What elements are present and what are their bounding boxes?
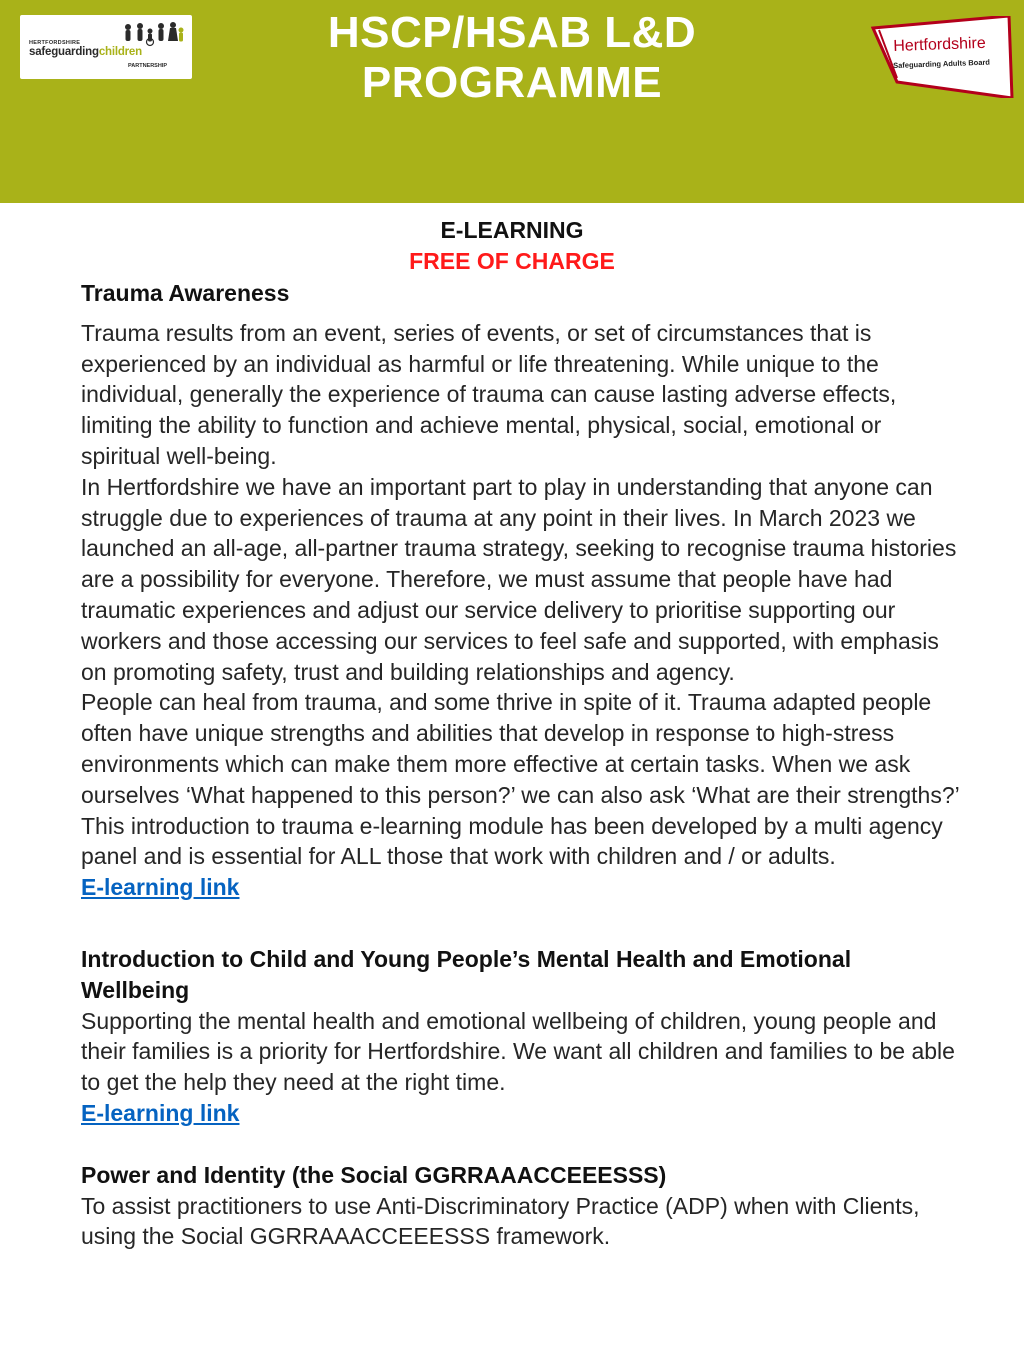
spacer — [81, 1129, 961, 1160]
trauma-elearning-link[interactable]: E-learning link — [81, 874, 240, 901]
logo-name-part2: children — [98, 46, 142, 58]
page-title-line2: PROGRAMME — [361, 58, 663, 107]
mental-health-elearning-link[interactable]: E-learning link — [81, 1099, 240, 1126]
spacer — [81, 934, 961, 944]
free-of-charge-label: FREE OF CHARGE — [409, 248, 615, 274]
trauma-paragraph-1: Trauma results from an event, series of events, or set of circumstances that is experienced by an individual as harmful or life threatening. While unique to the individual, generally the experience of trauma can cause lasting adverse effects, limiting the ability to function and achieve mental, physical, social, emotional or spiritual well-being. — [81, 319, 897, 469]
adults-board-subtitle: Safeguarding Adults Board — [893, 57, 991, 70]
course-power-identity — [81, 1160, 961, 1252]
safeguarding-children-partnership-logo — [20, 15, 192, 79]
header-band — [0, 0, 1024, 203]
mental-health-description: Supporting the mental health and emotional wellbeing of children, young people and their families is a priority for Hertfordshire. We want all children and families to be able to get the help they need at the right time. — [81, 1007, 955, 1096]
logo-name-part1: safeguarding — [29, 46, 99, 58]
trauma-paragraph-3: People can heal from trauma, and some thrive in spite of it. Trauma adapted people often have unique strengths and abilities that develop in response to high-stress environments which can make them more effective at certain tasks. When we ask ourselves ‘What happened to this person?’ we can also ask ‘What are their strengths?’ This introduction to trauma e-learning module has been developed by a multi agency panel and is essential for ALL those that work with children and / or adults. — [81, 689, 959, 870]
course-mental-health — [81, 944, 961, 1129]
course-title-power-identity: Power and Identity (the Social GGRRAAACCEEESSS) — [81, 1161, 667, 1188]
logo-subtitle-text: PARTNERSHIP — [128, 63, 168, 69]
elearning-label: E-LEARNING — [440, 217, 584, 243]
trauma-paragraph-2: In Hertfordshire we have an important part to play in understanding that anyone can struggle due to experiences of trauma at any point in their lives. In March 2023 we launched an all-age, all-partner trauma strategy, seeking to recognise trauma histories are a possibility for everyone. Therefore, we must assume that people have had traumatic experiences and adjust our service delivery to prioritise supporting our workers and those accessing our services to feel safe and supported, with emphasis on promoting safety, trust and building relationships and agency. — [81, 473, 957, 685]
course-list — [81, 278, 961, 1252]
spacer — [81, 903, 961, 934]
logo-name-text — [29, 46, 142, 58]
adults-board-badge-shape — [869, 16, 1015, 98]
course-trauma-awareness — [81, 278, 961, 903]
course-title-mental-health: Introduction to Child and Young People’s Mental Health and Emotional Wellbeing — [81, 945, 852, 1003]
page-title-line1: HSCP/HSAB L&D — [327, 8, 697, 57]
course-title-trauma: Trauma Awareness — [81, 280, 290, 306]
people-figures-icon — [123, 21, 185, 47]
adults-board-name: Hertfordshire — [893, 34, 987, 55]
power-identity-description: To assist practitioners to use Anti-Discriminatory Practice (ADP) when with Clients, using the Social GGRRAAACCEEESSS framework. — [81, 1192, 920, 1250]
page-title — [262, 8, 762, 108]
logo-county-text: HERTFORDSHIRE — [29, 40, 81, 46]
safeguarding-adults-board-logo — [869, 16, 1015, 98]
